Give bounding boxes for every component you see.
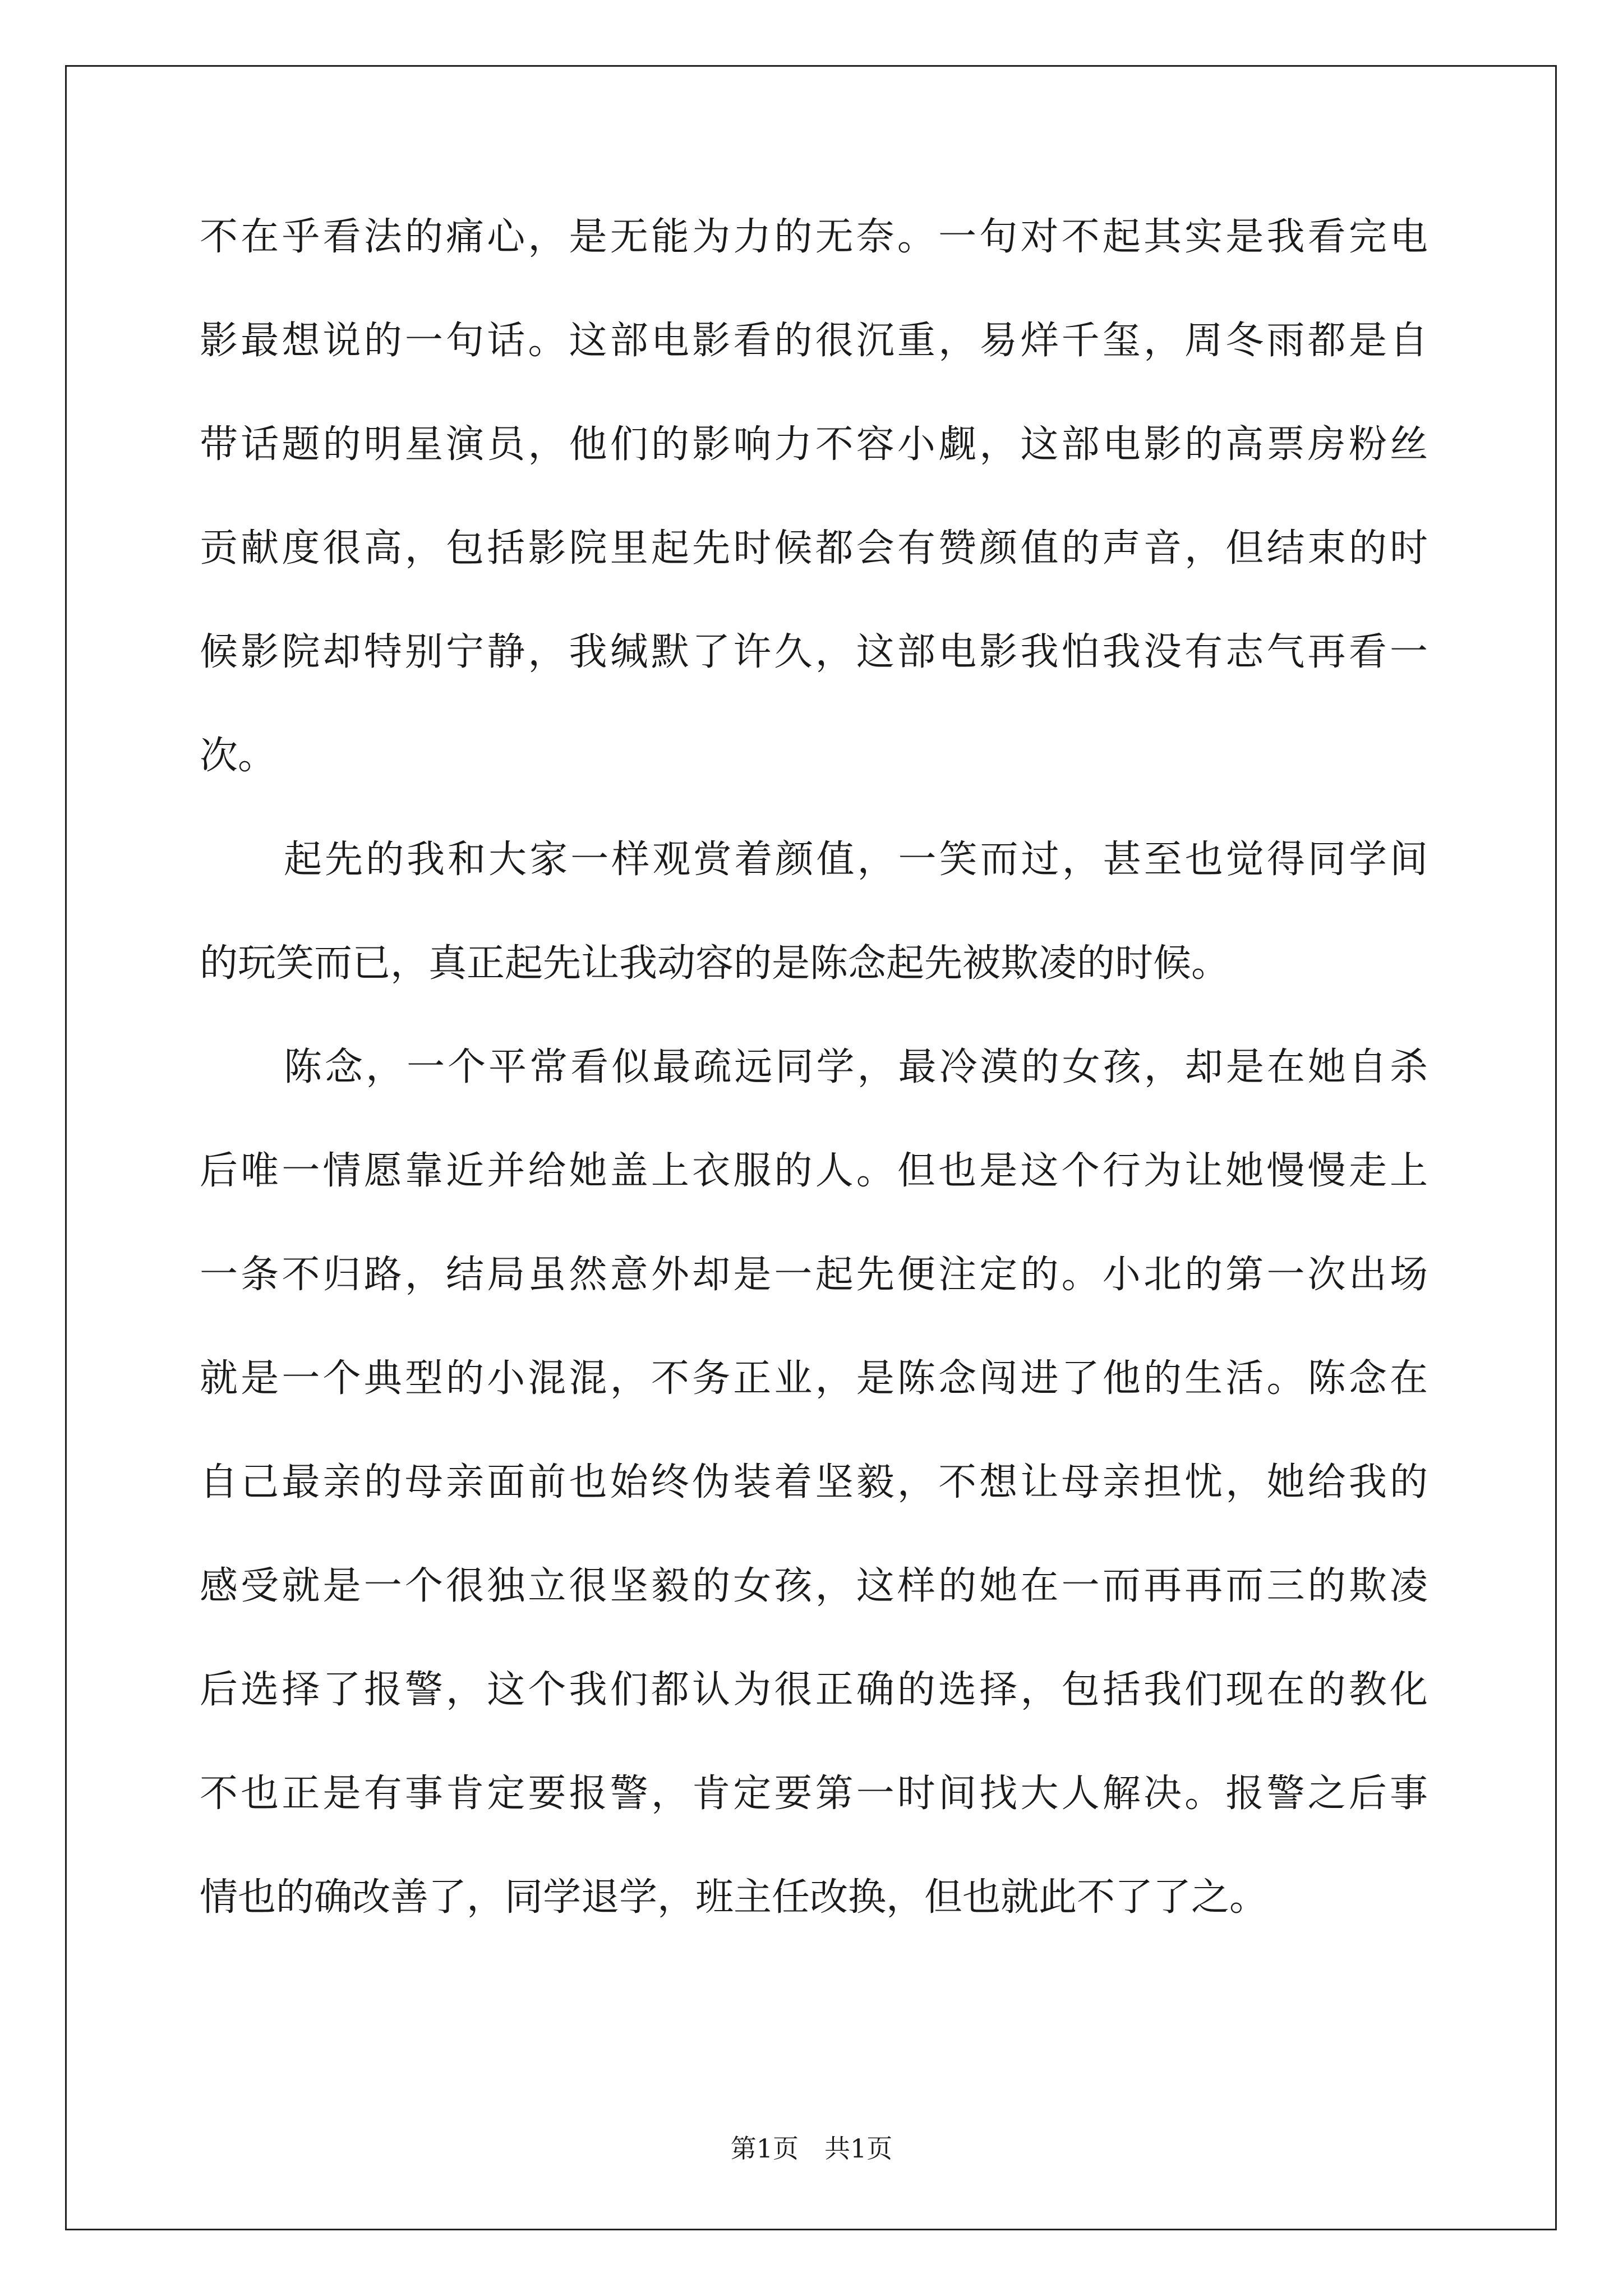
text-line: 起先的我和大家一样观赏着颜值，一笑而过，甚至也觉得同学间 — [284, 838, 1428, 882]
text-line: 后唯一情愿靠近并给她盖上衣服的人。但也是这个行为让她慢慢走上 — [200, 1149, 1428, 1193]
text-line: 候影院却特别宁静，我缄默了许久，这部电影我怕我没有志气再看一 — [200, 630, 1428, 674]
text-line: 不也正是有事肯定要报警，肯定要第一时间找大人解决。报警之后事 — [200, 1772, 1428, 1816]
text-line: 带话题的明星演员，他们的影响力不容小觑，这部电影的高票房粉丝 — [200, 422, 1428, 467]
text-line: 次。 — [200, 734, 276, 778]
text-line: 贡献度很高，包括影院里起先时候都会有赞颜值的声音，但结束的时 — [200, 526, 1428, 570]
page-footer: 第1页 共1页 — [730, 2133, 893, 2164]
text-line: 影最想说的一句话。这部电影看的很沉重，易烊千玺，周冬雨都是自 — [200, 319, 1428, 363]
text-line: 就是一个典型的小混混，不务正业，是陈念闯进了他的生活。陈念在 — [200, 1356, 1428, 1401]
text-line: 一条不归路，结局虽然意外却是一起先便注定的。小北的第一次出场 — [200, 1253, 1428, 1297]
text-line: 自己最亲的母亲面前也始终伪装着坚毅，不想让母亲担忧，她给我的 — [200, 1460, 1428, 1504]
document-body — [200, 212, 1428, 1976]
text-line: 的玩笑而已，真正起先让我动容的是陈念起先被欺凌的时候。 — [200, 941, 1230, 986]
text-line: 陈念，一个平常看似最疏远同学，最冷漠的女孩，却是在她自杀 — [284, 1045, 1428, 1089]
text-line: 情也的确改善了，同学退学，班主任改换，但也就此不了了之。 — [200, 1875, 1268, 1920]
text-line: 不在乎看法的痛心，是无能为力的无奈。一句对不起其实是我看完电 — [200, 215, 1428, 259]
text-line: 感受就是一个很独立很坚毅的女孩，这样的她在一而再再而三的欺凌 — [200, 1564, 1428, 1608]
text-line: 后选择了报警，这个我们都认为很正确的选择，包括我们现在的教化 — [200, 1668, 1428, 1712]
